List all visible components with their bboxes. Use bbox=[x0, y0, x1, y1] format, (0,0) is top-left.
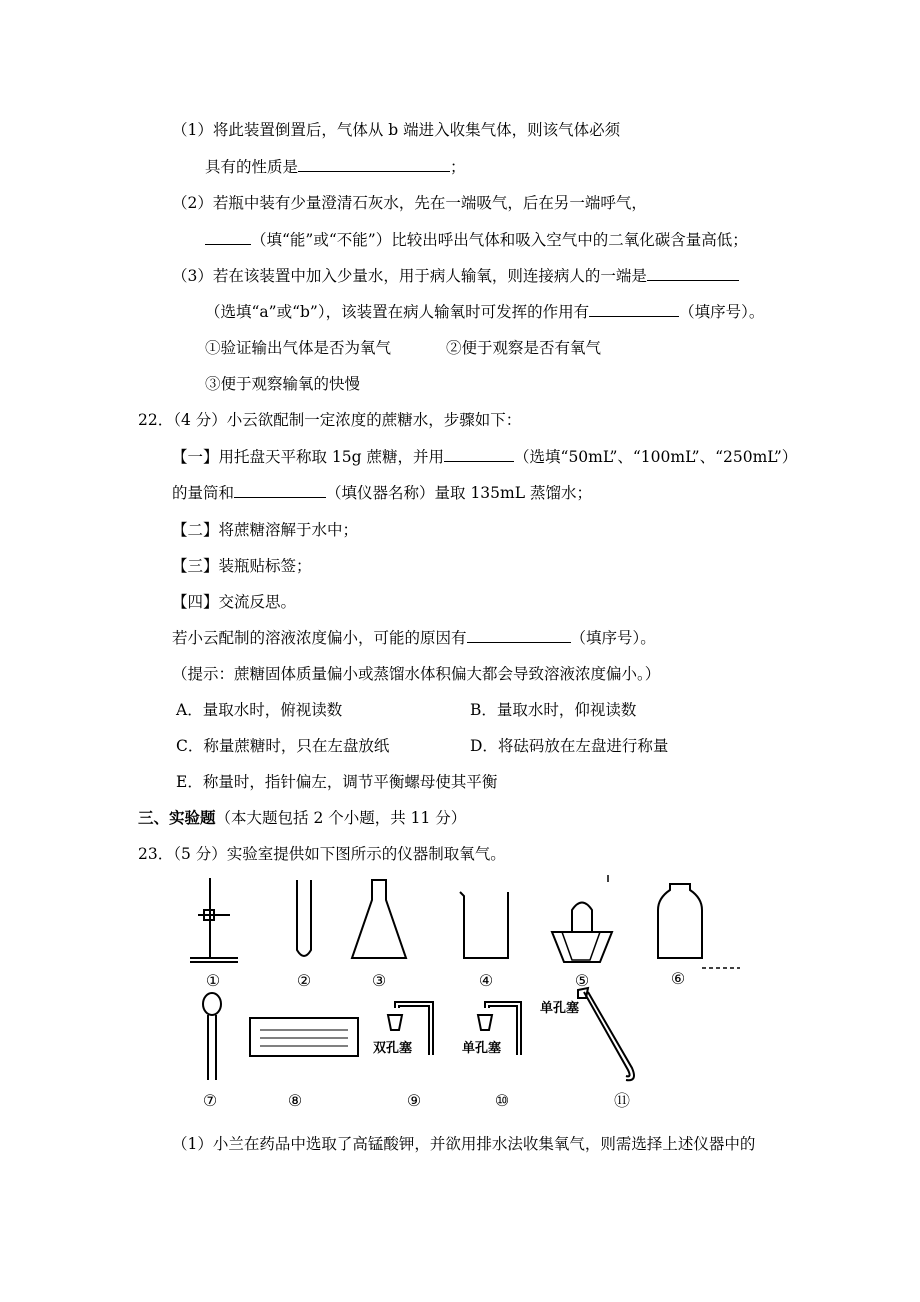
q22-step3: 【三】装瓶贴标签； bbox=[172, 557, 312, 575]
answer-blank[interactable] bbox=[205, 229, 251, 245]
q22-option-c: C．称量蔗糖时，只在左盘放纸 bbox=[176, 737, 390, 755]
q22-step4: 【四】交流反思。 bbox=[172, 593, 297, 611]
q21-part3-line1: （3）若在该装置中加入少量水，用于病人输氧，则连接病人的一端是 bbox=[172, 265, 739, 287]
answer-blank[interactable] bbox=[467, 627, 571, 643]
apparatus-number: ⑩ bbox=[494, 1091, 510, 1110]
q22-heading: 22．（4 分）小云欲配制一定浓度的蔗糖水，步骤如下： bbox=[138, 411, 522, 429]
apparatus-figure bbox=[180, 870, 760, 1120]
q22-option-d: D．将砝码放在左盘进行称量 bbox=[470, 737, 669, 755]
q23-heading: 23．（5 分）实验室提供如下图所示的仪器制取氧气。 bbox=[138, 845, 506, 863]
alcohol-lamp-icon bbox=[552, 875, 612, 962]
q22-question: 若小云配制的溶液浓度偏小，可能的原因有 （填序号）。 bbox=[172, 629, 656, 647]
apparatus-number: ① bbox=[205, 971, 221, 990]
funnel-icon bbox=[203, 993, 221, 1080]
apparatus-number: ③ bbox=[371, 971, 387, 990]
q22-hint: （提示：蔗糖固体质量偏小或蒸馏水体积偏大都会导致溶液浓度偏小。） bbox=[172, 665, 661, 683]
conical-flask-icon bbox=[352, 880, 406, 958]
answer-blank[interactable] bbox=[444, 446, 514, 462]
stopper-label: 单孔塞 bbox=[462, 1041, 502, 1056]
apparatus-number: ⑨ bbox=[406, 1091, 422, 1110]
water-trough-icon bbox=[250, 1018, 358, 1056]
q21-part1-line2: 具有的性质是 ； bbox=[205, 158, 466, 176]
apparatus-number: ④ bbox=[478, 971, 494, 990]
answer-blank[interactable] bbox=[298, 156, 450, 172]
q22-step1-line1: 【一】用托盘天平称取 15g 蔗糖，并用 （选填“50mL”、“100mL”、“250mL”） bbox=[172, 448, 798, 466]
q23-part1: （1）小兰在药品中选取了高锰酸钾，并欲用排水法收集氧气，则需选择上述仪器中的 bbox=[172, 1135, 756, 1153]
q22-step2: 【二】将蔗糖溶解于水中； bbox=[172, 521, 359, 539]
q21-part2-line1: （2）若瓶中装有少量澄清石灰水，先在一端吸气，后在另一端呼气， bbox=[172, 194, 647, 212]
q22-option-a: A．量取水时，俯视读数 bbox=[176, 701, 343, 719]
q21-option-2: ②便于观察是否有氧气 bbox=[446, 339, 602, 357]
gas-jar-icon bbox=[658, 884, 702, 958]
stopper-label: 双孔塞 bbox=[373, 1041, 413, 1056]
answer-blank[interactable] bbox=[589, 301, 679, 317]
q22-option-e: E．称量时，指针偏左，调节平衡螺母使其平衡 bbox=[176, 773, 498, 791]
apparatus-number: ② bbox=[296, 971, 312, 990]
apparatus-number: ⑪ bbox=[613, 1091, 631, 1110]
beaker-icon bbox=[460, 892, 508, 958]
apparatus-number: ⑥ bbox=[670, 969, 686, 988]
apparatus-number: ⑧ bbox=[287, 1091, 303, 1110]
iron-stand-icon bbox=[190, 878, 238, 962]
answer-blank[interactable] bbox=[234, 482, 326, 498]
bent-tube-icon bbox=[578, 988, 634, 1080]
apparatus-number: ⑦ bbox=[202, 1091, 218, 1110]
stopper-label: 单孔塞 bbox=[540, 1001, 580, 1016]
answer-blank[interactable] bbox=[647, 265, 739, 281]
apparatus-number: ⑤ bbox=[574, 971, 590, 990]
q22-option-b: B．量取水时，仰视读数 bbox=[470, 701, 637, 719]
q21-option-3: ③便于观察输氧的快慢 bbox=[205, 375, 361, 393]
q22-step1-line2: 的量筒和 （填仪器名称）量取 135mL 蒸馏水； bbox=[172, 484, 592, 502]
q21-part2-line2: （填“能”或“不能”）比较出呼出气体和吸入空气中的二氧化碳含量高低； bbox=[205, 229, 748, 251]
test-tube-icon bbox=[297, 880, 311, 956]
q21-option-1: ①验证输出气体是否为氧气 bbox=[205, 339, 392, 357]
q21-part1-line1: （1）将此装置倒置后，气体从 b 端进入收集气体，则该气体必须 bbox=[172, 121, 621, 139]
section-3-heading: 三、实验题（本大题包括 2 个小题，共 11 分） bbox=[138, 808, 467, 827]
q21-part3-line2: （选填“a”或“b”），该装置在病人输氧时可发挥的作用有 （填序号）。 bbox=[205, 303, 765, 321]
